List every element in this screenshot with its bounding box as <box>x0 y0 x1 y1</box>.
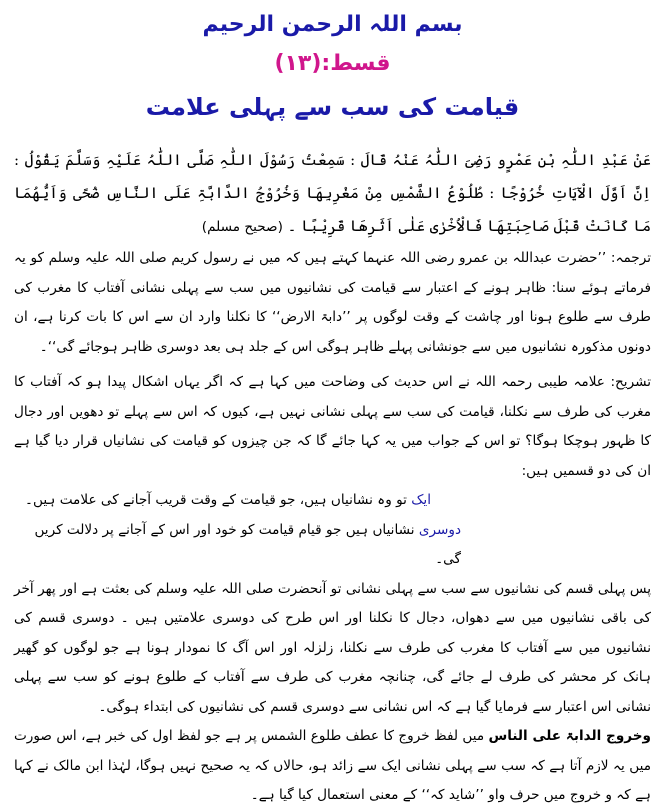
hadith-source: (صحیح مسلم) <box>201 219 283 235</box>
paragraph-four-lead: وخروج الدابۃ علی الناس <box>488 728 652 744</box>
kind-text-second: نشانیاں ہیں جو قیام قیامت کو خود اور اس کے آجانے پر دلالت کریں گی۔ <box>34 521 461 567</box>
hadith-arabic: عَنْ عَبْدِ اللّٰہِ بْنِ عَمْرٍو رَضِیَ اللّٰہُ عَنْہُ قَالَ : سَمِعْتُ رَسُوْلَ اللّٰہِ صَلَّی اللّٰہُ عَلَیْہِ وَسَلَّمَ یَقُوْلُ : اِنَّ اَوَّلَ الْآیَاتِ خُرُوْجًا : طُلُوْعُ الشَّمْسِ مِنْ مَغْرِبِھَا وَخُرُوْجُ الدَّابَّۃِ عَلَی النَّاسِ ضُحًی وَاَیُّھُمَا مَا کَانَتْ قَبْلَ صَاحِبَتِھَا فَالْاُخْرٰی عَلٰی اَثَرِھَا قَرِیْبًا ۔ <box>14 151 651 235</box>
translation-text: ’’حضرت عبداللہ بن عمرو رضی اللہ عنہما کہتے ہیں کہ میں نے رسول کریم صلی اللہ علیہ وسلم کو یہ فرماتے ہوئے سنا: ظاہر ہونے کے اعتبار سے قیامت کی نشانیوں میں سب سے پہلی نشانی آفتاب کا مغرب کی طرف سے طلوع ہونا اور چاشت کے وقت لوگوں پر ’’دابۃ الارض‘‘ کا نکلنا وارد ان سے اس کا بات کرنا ہے، ان دونوں مذکورہ نشانیوں میں سے جونشانی پہلے ظاہر ہوگی اس کے جلد ہی بعد دوسری ظاہر ہوجائے گی‘‘۔ <box>14 250 651 355</box>
paragraph-three: پس پہلی قسم کی نشانیوں سے سب سے پہلی نشانی تو آنحضرت صلی اللہ علیہ وسلم کی بعثت ہے اور پھر آخر کی باقی نشانیوں میں سے دھواں، دجال کا نکلنا اور اس طرح کی دوسری علامتیں ہیں ۔ دوسری قسم کی نشانیوں میں سے آفتاب کا مغرب کی طرف سے نکلنا، زلزلہ اور اس آگ کا نمودار ہونا ہے جو لوگوں کو گھیر ہانک کر محشر کی طرف لے جائے گی، چنانچہ مغرب کی طرف سے آفتاب کے طلوع ہونے کو سب سے پہلی نشانی اس اعتبار سے فرمایا گیا ہے کہ اس نشانی سے دوسری قسم کی نشانیوں کی ابتداء ہوگی۔ <box>14 580 651 715</box>
paragraph-four <box>14 722 651 811</box>
translation-label: ترجمہ: <box>610 250 651 266</box>
explanation-label: تشریح: <box>610 374 651 390</box>
episode-number: قسط:(۱۳) <box>274 51 391 76</box>
explanation-paragraph <box>14 368 651 486</box>
page-title: قیامت کی سب سے پہلی علامت <box>145 93 520 121</box>
paragraph-four-text: میں لفظ خروج کا عطف طلوع الشمس پر ہے جو لفظ اول کی خبر ہے، اس صورت میں یہ لازم آتا ہے کہ سب سے پہلی نشانی ایک سے زائد ہو، حالاں کہ یہ صحیح نہیں ہوگا، لہٰذا ابن مالک نے کہا ہے کہ و خروج میں حرف واو ’’شاید کہ‘‘ کے معنی استعمال کیا گیا ہے۔ <box>14 728 651 803</box>
bismillah-heading: بسم اللہ الرحمن الرحیم <box>202 12 463 37</box>
kind-text-first: تو وہ نشانیاں ہیں، جو قیامت کے وقت قریب آجانے کی علامت ہیں۔ <box>25 492 407 508</box>
kind-item-second <box>14 516 651 575</box>
hadith-arabic-text <box>14 144 651 244</box>
translation-paragraph <box>14 244 651 362</box>
kind-item-first <box>14 486 651 516</box>
kind-lead-second: دوسری <box>418 521 461 538</box>
kind-lead-first: ایک <box>411 492 431 508</box>
explanation-text: علامہ طیبی رحمہ اللہ نے اس حدیث کی وضاحت میں کہا ہے کہ اگر یہاں اشکال پیدا ہو کہ آفتاب کا مغرب کی طرف سے نکلنا، قیامت کی سب سے پہلی نشانی نہیں ہے، کیوں کہ اس سے پہلے تو دھویں اور دجال کا ظہور ہوچکا ہوگا؟ تو اس کے جواب میں یہ کہا جائے گا کہ جن چیزوں کو قیامت کی نشانیاں قرار دیا گیا ہے ان کی دو قسمیں ہیں: <box>14 374 651 479</box>
